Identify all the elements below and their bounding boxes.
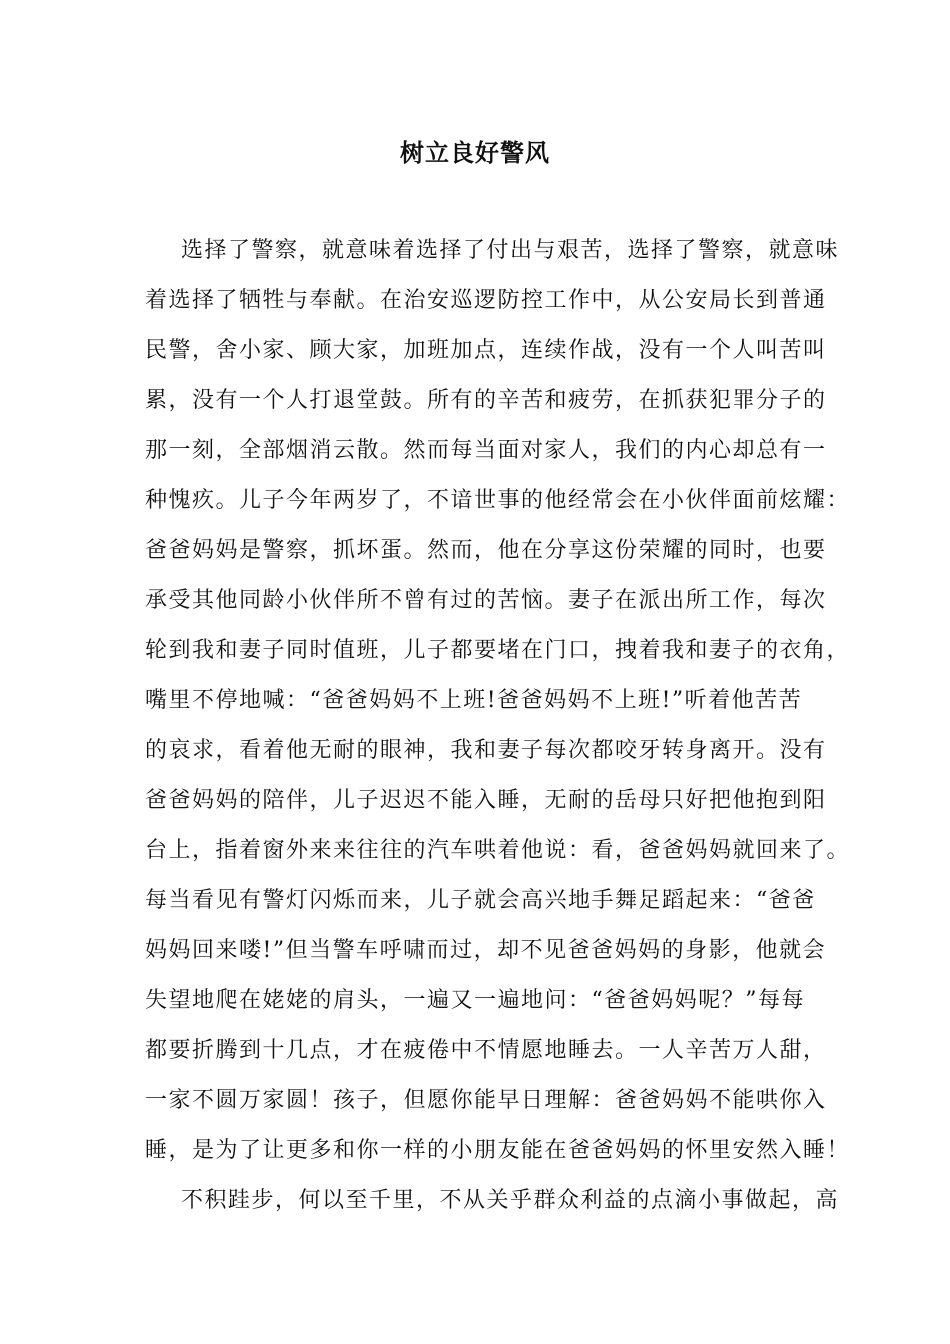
paragraph-line: 嘴里不停地喊：“爸爸妈妈不上班!爸爸妈妈不上班!”听着他苦苦 — [145, 688, 803, 713]
paragraph-line: 台上，指着窗外来来往往的汽车哄着他说：看，爸爸妈妈就回来了。 — [145, 838, 851, 863]
document-title: 树立良好警风 — [400, 138, 550, 167]
paragraph-line: 那一刻，全部烟消云散。然而每当面对家人，我们的内心却总有一 — [145, 438, 827, 463]
paragraph-line: 每当看见有警灯闪烁而来，儿子就会高兴地手舞足蹈起来：“爸爸 — [145, 888, 816, 913]
paragraph-line: 爸爸妈妈是警察，抓坏蛋。然而，他在分享这份荣耀的同时，也要 — [145, 538, 827, 563]
paragraph-line: 民警，舍小家、顾大家，加班加点，连续作战，没有一个人叫苦叫 — [145, 338, 827, 363]
paragraph-line: 轮到我和妻子同时值班，儿子都要堵在门口，拽着我和妻子的衣角， — [145, 638, 851, 663]
paragraph-line: 一家不圆万家圆！孩子，但愿你能早日理解：爸爸妈妈不能哄你入 — [145, 1088, 827, 1113]
paragraph-line: 失望地爬在姥姥的肩头，一遍又一遍地问：“爸爸妈妈呢？”每每 — [145, 988, 805, 1013]
paragraph-line: 种愧疚。儿子今年两岁了，不谙世事的他经常会在小伙伴面前炫耀： — [145, 488, 851, 513]
paragraph-line: 爸爸妈妈的陪伴，儿子迟迟不能入睡，无耐的岳母只好把他抱到阳 — [145, 788, 827, 813]
paragraph-line: 累，没有一个人打退堂鼓。所有的辛苦和疲劳，在抓获犯罪分子的 — [145, 388, 827, 413]
paragraph-line: 的哀求，看着他无耐的眼神，我和妻子每次都咬牙转身离开。没有 — [145, 738, 827, 763]
paragraph-line: 妈妈回来喽!”但当警车呼啸而过，却不见爸爸妈妈的身影，他就会 — [145, 938, 827, 963]
paragraph-line: 都要折腾到十几点，才在疲倦中不情愿地睡去。一人辛苦万人甜， — [145, 1038, 827, 1063]
paragraph-line: 睡，是为了让更多和你一样的小朋友能在爸爸妈妈的怀里安然入睡！ — [145, 1138, 851, 1163]
paragraph-line: 不积跬步，何以至千里，不从关乎群众利益的点滴小事做起，高 — [181, 1188, 840, 1213]
paragraph-line: 着选择了牺牲与奉献。在治安巡逻防控工作中，从公安局长到普通 — [145, 288, 827, 313]
paragraph-line: 承受其他同龄小伙伴所不曾有过的苦恼。妻子在派出所工作，每次 — [145, 588, 827, 613]
document-body — [145, 231, 851, 1231]
paragraph-line: 选择了警察，就意味着选择了付出与艰苦，选择了警察，就意味 — [181, 238, 840, 263]
